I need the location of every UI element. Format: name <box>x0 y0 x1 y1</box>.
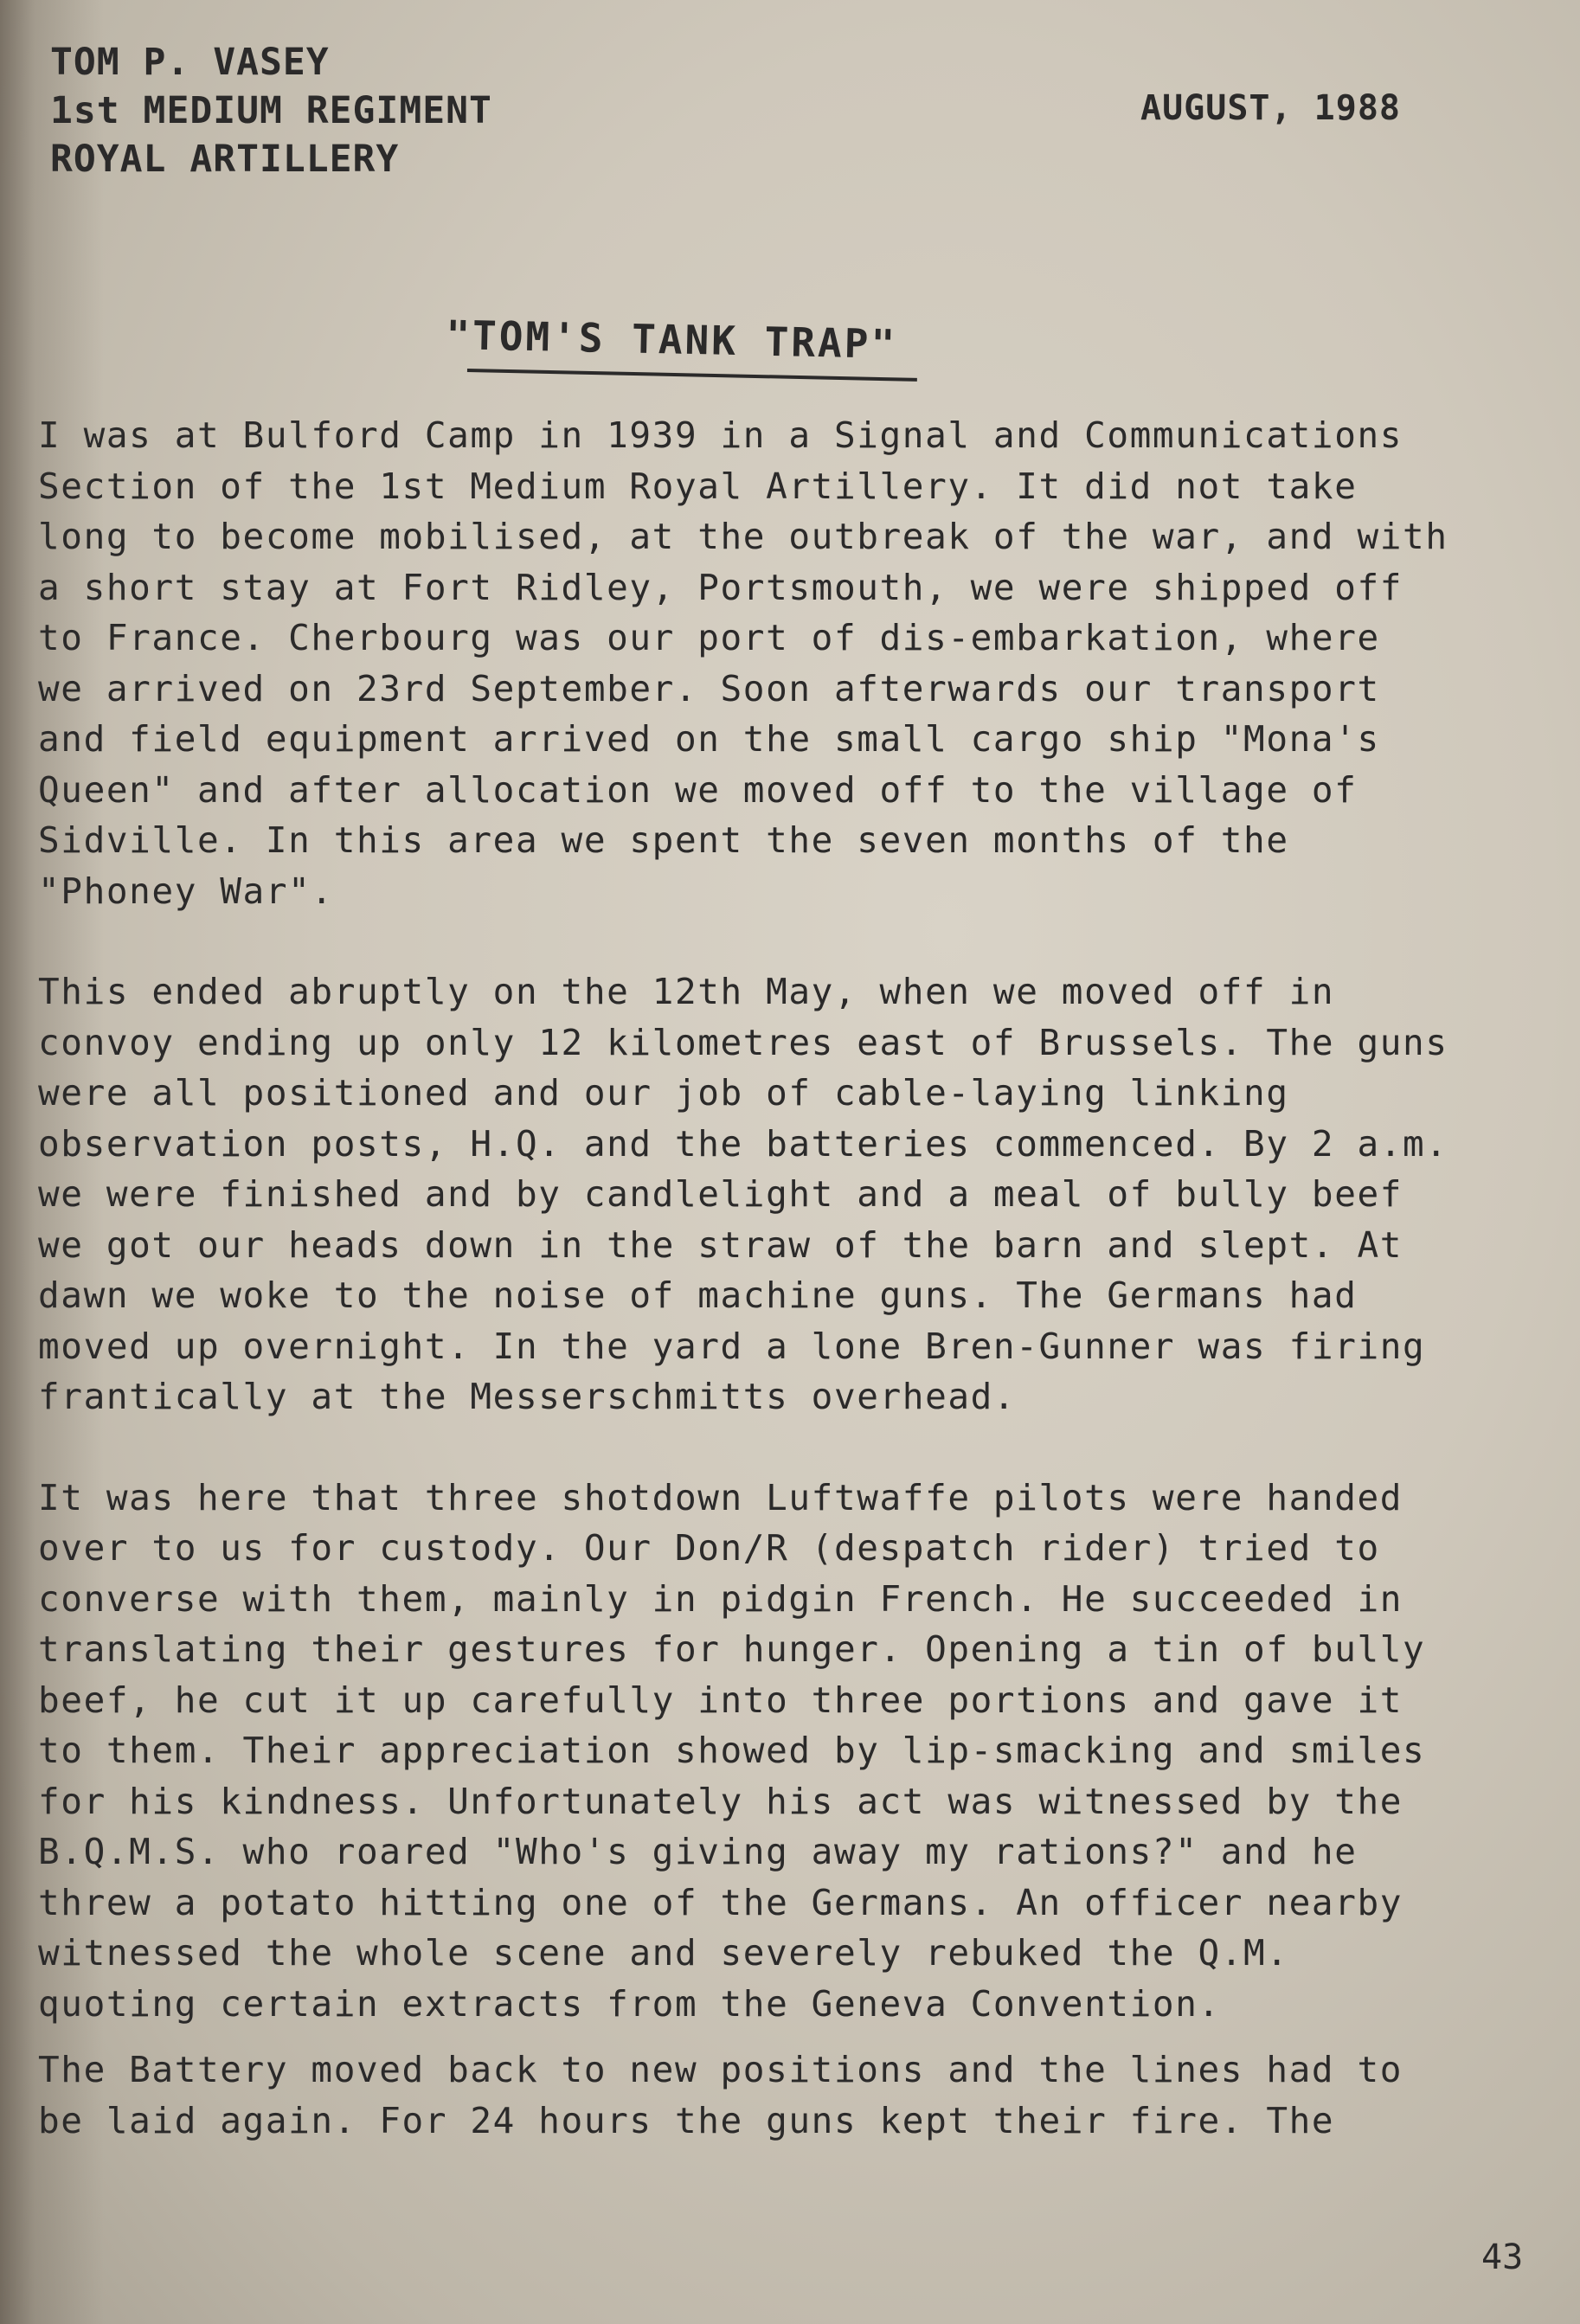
title-underline <box>467 369 917 382</box>
paragraph-gap <box>38 916 1578 966</box>
text-line: long to become mobilised, at the outbreak of the war, and with <box>38 516 1448 557</box>
paragraph-4 <box>38 2045 1578 2146</box>
text-line: observation posts, H.Q. and the batteries commenced. By 2 a.m. <box>38 1122 1448 1165</box>
text-line: were all positioned and our job of cable-laying linking <box>38 1072 1289 1114</box>
body-text <box>38 410 1578 2146</box>
text-line: The Battery moved back to new positions and the lines had to <box>38 2049 1403 2090</box>
text-line: B.Q.M.S. who roared "Who's giving away my rations?" and he <box>38 1831 1358 1872</box>
text-line: frantically at the Messerschmitts overhead. <box>38 1376 1017 1417</box>
paragraph-2 <box>38 966 1578 1422</box>
document-title: "TOM'S TANK TRAP" <box>445 311 898 368</box>
text-line: to them. Their appreciation showed by lip-smacking and smiles <box>38 1730 1426 1771</box>
paragraph-1 <box>38 410 1578 916</box>
text-line: convoy ending up only 12 kilometres east of Brussels. The guns <box>38 1021 1448 1063</box>
text-line: we arrived on 23rd September. Soon afterwards our transport <box>38 667 1380 709</box>
document-date: AUGUST, 1988 <box>1140 88 1401 128</box>
text-line: witnessed the whole scene and severely rebuked the Q.M. <box>38 1932 1289 1974</box>
text-line: It was here that three shotdown Luftwaffe pilots were handed <box>38 1476 1403 1518</box>
text-line: Section of the 1st Medium Royal Artillery. It did not take <box>38 465 1358 507</box>
text-line: quoting certain extracts from the Geneva Convention. <box>38 1982 1221 2025</box>
text-line: Queen" and after allocation we moved off to the village of <box>38 768 1358 811</box>
author-corps: ROYAL ARTILLERY <box>50 138 400 181</box>
text-line: we got our heads down in the straw of the barn and slept. At <box>38 1223 1403 1266</box>
text-line: "Phoney War". <box>38 870 334 912</box>
paragraph-gap <box>38 2029 1578 2045</box>
text-line: moved up overnight. In the yard a lone Bren-Gunner was firing <box>38 1325 1426 1367</box>
text-line: I was at Bulford Camp in 1939 in a Signal and Communications <box>38 414 1403 456</box>
author-block <box>50 38 492 183</box>
text-line: translating their gestures for hunger. Opening a tin of bully <box>38 1628 1426 1670</box>
author-name: TOM P. VASEY <box>50 41 330 84</box>
text-line: threw a potato hitting one of the Germans. An officer nearby <box>38 1881 1403 1923</box>
text-line: a short stay at Fort Ridley, Portsmouth, we were shipped off <box>38 566 1403 608</box>
paragraph-3 <box>38 1473 1578 2030</box>
text-line: for his kindness. Unfortunately his act was witnessed by the <box>38 1780 1403 1822</box>
paragraph-gap <box>38 1422 1578 1473</box>
text-line: be laid again. For 24 hours the guns kept their fire. The <box>38 2099 1335 2141</box>
text-line: Sidville. In this area we spent the seven months of the <box>38 819 1289 861</box>
text-line: and field equipment arrived on the small cargo ship "Mona's <box>38 718 1380 760</box>
text-line: we were finished and by candlelight and a meal of bully beef <box>38 1173 1403 1215</box>
text-line: converse with them, mainly in pidgin French. He succeeded in <box>38 1577 1403 1620</box>
text-line: dawn we woke to the noise of machine guns. The Germans had <box>38 1274 1358 1316</box>
author-regiment: 1st MEDIUM REGIMENT <box>50 89 492 132</box>
text-line: This ended abruptly on the 12th May, when we moved off in <box>38 971 1335 1012</box>
page-number: 43 <box>1481 2237 1524 2277</box>
text-line: to France. Cherbourg was our port of dis-embarkation, where <box>38 617 1380 658</box>
text-line: beef, he cut it up carefully into three portions and gave it <box>38 1679 1403 1721</box>
text-line: over to us for custody. Our Don/R (despatch rider) tried to <box>38 1527 1380 1569</box>
